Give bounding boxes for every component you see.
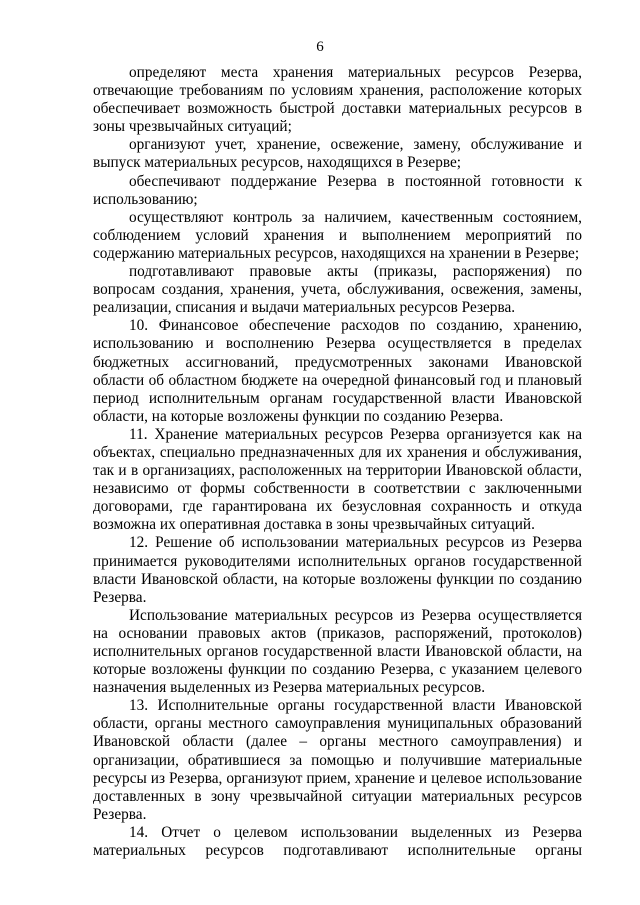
document-body bbox=[93, 64, 582, 860]
page-number: 6 bbox=[316, 39, 324, 55]
paragraph-storage-places: определяют места хранения материальных ресурсов Резерва, отвечающие требованиям по условиям хранения, расположение которых обеспечивает возможность быстрой доставки материальных ресурсов в зоны чрезвычайных ситуаций; bbox=[93, 64, 582, 136]
paragraph-accounting: организуют учет, хранение, освежение, замену, обслуживание и выпуск материальных ресурсов, находящихся в Резерве; bbox=[93, 136, 582, 172]
paragraph-14-report: 14. Отчет о целевом использовании выделенных из Резерва материальных ресурсов подготавливают исполнительные органы bbox=[93, 823, 582, 860]
paragraph-10-financing: 10. Финансовое обеспечение расходов по созданию, хранению, использованию и восполнению Резерва осуществляется в пределах бюджетных ассигнований, предусмотренных законами Ивановской области об областном бюджете на очередной финансовый год и плановый период исполнительным органам государственной власти Ивановской области, на которые возложены функции по созданию Резерва. bbox=[93, 317, 582, 425]
paragraph-legal-acts: подготавливают правовые акты (приказы, распоряжения) по вопросам создания, хранения, учета, обслуживания, освежения, замены, реализации, списания и выдачи материальных ресурсов Резерва. bbox=[93, 263, 582, 317]
paragraph-12-decision: 12. Решение об использовании материальных ресурсов из Резерва принимается руководителями исполнительных органов государственной власти Ивановской области, на которые возложены функции по созданию Резерва. bbox=[93, 534, 582, 606]
paragraph-usage: Использование материальных ресурсов из Резерва осуществляется на основании правовых актов (приказов, распоряжений, протоколов) исполнительных органов государственной власти Ивановской области, на которые возложены функции по созданию Резерва, с указанием целевого назначения выделенных из Резерва материальных ресурсов. bbox=[93, 606, 582, 697]
paragraph-readiness: обеспечивают поддержание Резерва в постоянной готовности к использованию; bbox=[93, 172, 582, 208]
paragraph-11-storage: 11. Хранение материальных ресурсов Резерва организуется как на объектах, специально предназначенных для их хранения и обслуживания, так и в организациях, расположенных на территории Ивановской области, независимо от формы собственности в соответствии с заключенными договорами, где гарантирована их безусловная сохранность и откуда возможна их оперативная доставка в зоны чрезвычайных ситуаций. bbox=[93, 425, 582, 534]
paragraph-13-organizations: 13. Исполнительные органы государственной власти Ивановской области, органы местного самоуправления муниципальных образований Ивановской области (далее – органы местного самоуправления) и организации, обратившиеся за помощью и получившие материальные ресурсы из Резерва, организуют прием, хранение и целевое использование доставленных в зону чрезвычайной ситуации материальных ресурсов Резерва. bbox=[93, 697, 582, 823]
paragraph-control: осуществляют контроль за наличием, качественным состоянием, соблюдением условий хранения и выполнением мероприятий по содержанию материальных ресурсов, находящихся на хранении в Резерве; bbox=[93, 208, 582, 262]
